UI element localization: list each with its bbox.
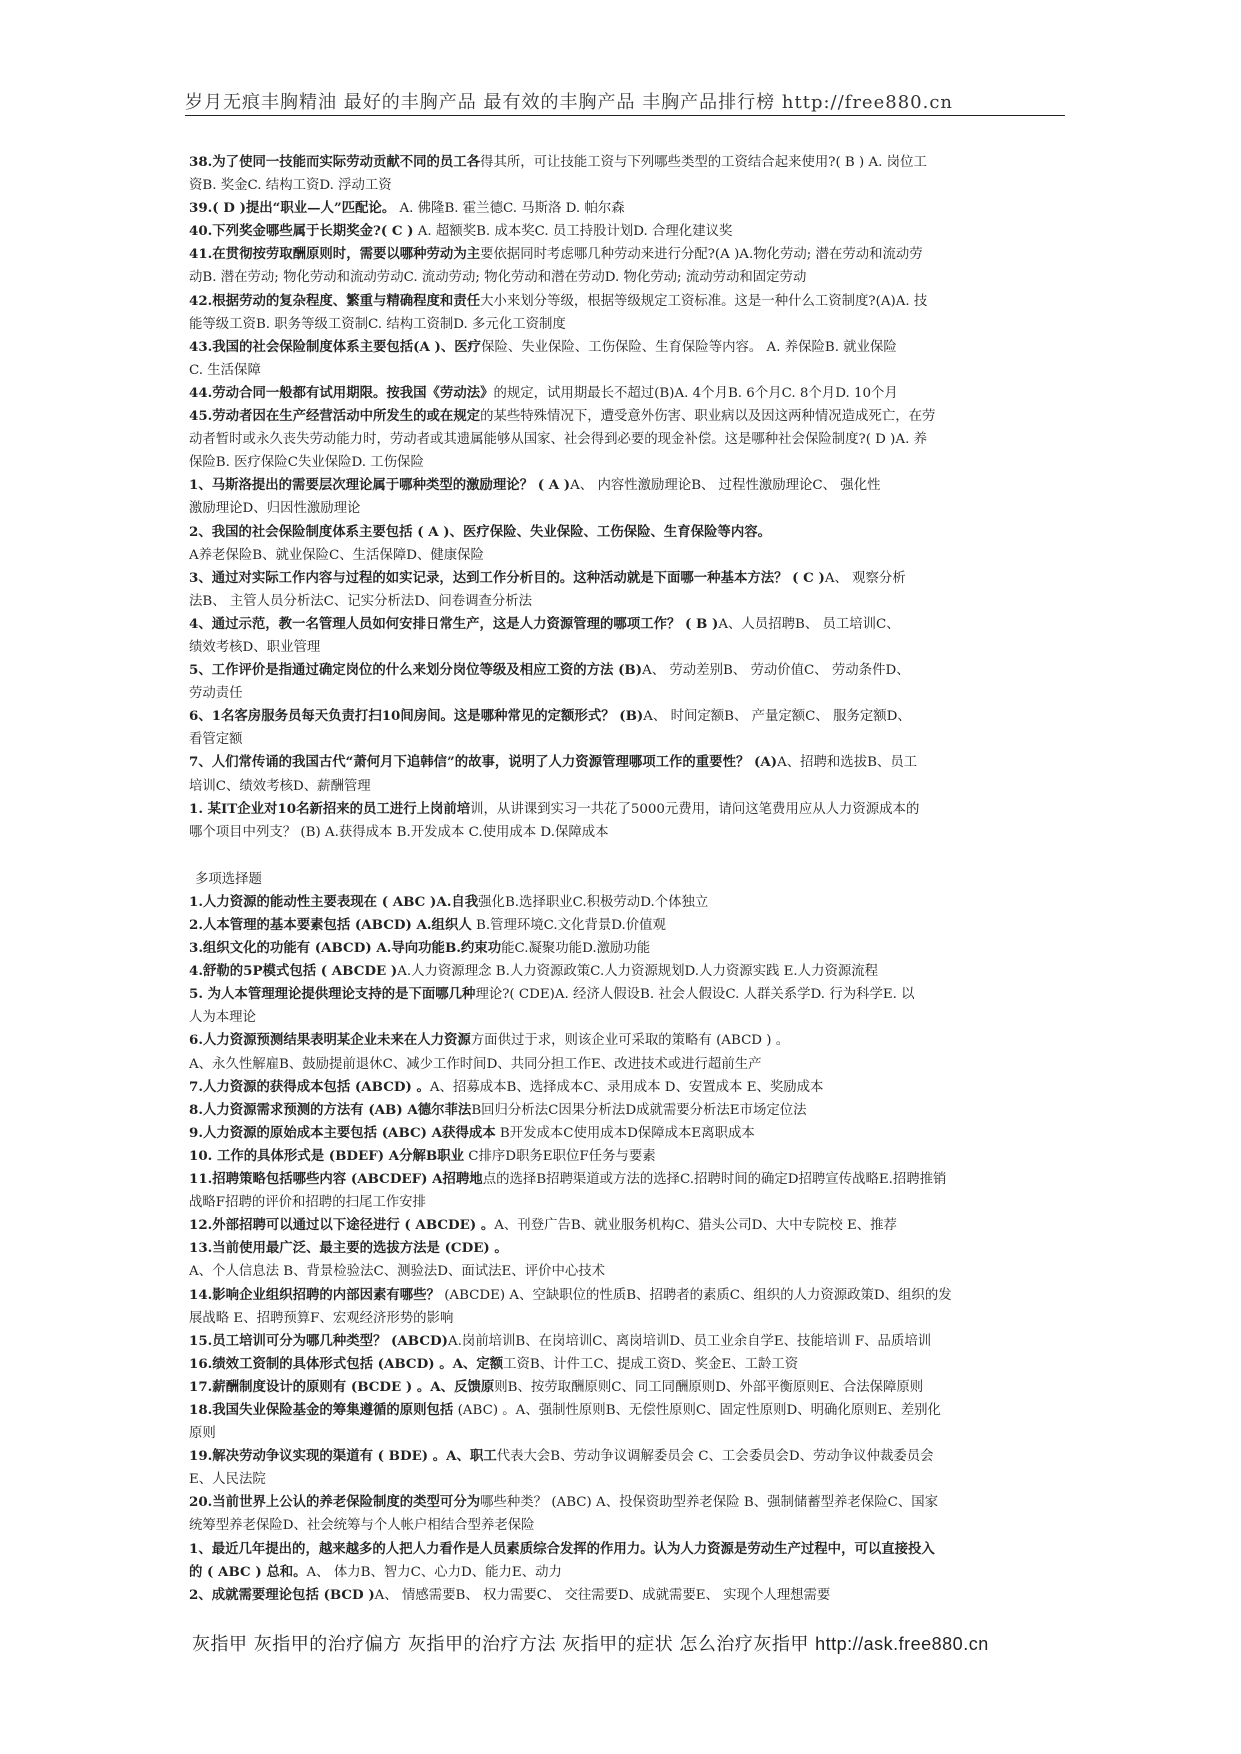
text-line (189, 613, 1061, 636)
question-stem: 7、人们常传诵的我国古代“萧何月下追韩信”的故事，说明了人力资源管理哪项工作的重要性？ (A) (189, 754, 778, 771)
question-stem: 9.人力资源的原始成本主要包括 (ABC) A获得成本 (189, 1124, 496, 1141)
page-footer (192, 1630, 989, 1656)
text-line (189, 474, 1061, 497)
question-stem: 42.根据劳动的复杂程度、繁重与精确程度和责任 (189, 292, 481, 309)
question-stem: 16.绩效工资制的具体形式包括 (ABCD) 。A、定额 (189, 1355, 504, 1372)
question-stem: 1、马斯洛提出的需要层次理论属于哪种类型的激励理论？ ( A ) (189, 477, 571, 494)
line-text: A.岗前培训B、在岗培训C、离岗培训D、员工业余自学E、技能培训 F、品质培训 (447, 1333, 932, 1349)
text-line (189, 659, 1061, 682)
line-text: A. 佛隆B. 霍兰德C. 马斯洛 D. 帕尔森 (395, 201, 625, 217)
line-text: 得其所，可让技能工资与下列哪些类型的工资结合起来使用?( B ) A. 岗位工 (480, 155, 927, 170)
text-line (189, 1145, 1061, 1168)
line-text: C排序D职务E职位F任务与要素 (464, 1148, 656, 1164)
text-line (189, 382, 1061, 405)
text-line (189, 336, 1061, 359)
text-line (189, 1307, 1061, 1330)
question-stem: 10. 工作的具体形式是 (BDEF) A分解B职业 (189, 1147, 464, 1164)
line-text: 训，从讲课到实习一共花了5000元费用，请问这笔费用应从人力资源成本的 (470, 801, 920, 817)
line-text: E、人民法院 (189, 1472, 266, 1488)
line-text: 强化B.选择职业C.积极劳动D.个体独立 (478, 894, 709, 910)
line-text: 要依据同时考虑哪几种劳动来进行分配?(A )A.物化劳动; 潜在劳动和流动劳 (480, 247, 923, 263)
text-line (189, 405, 1061, 428)
line-text: 点的选择B招聘渠道或方法的选择C.招聘时间的确定D招聘宣传战略E.招聘推销 (482, 1172, 947, 1188)
text-line (189, 174, 1061, 197)
text-line (189, 266, 1061, 289)
text-line (189, 1422, 1061, 1445)
text-line (189, 220, 1061, 243)
question-stem: 1.人力资源的能动性主要表现在 ( ABC )A.自我 (189, 893, 479, 910)
question-stem: 20.当前世界上公认的养老保险制度的类型可分为 (189, 1494, 481, 1511)
line-text: A、人员招聘B、 员工培训C、 (718, 616, 900, 632)
line-text: 方面供过于求，则该企业可采取的策略有 (ABCD ) 。 (470, 1033, 790, 1049)
line-text: A、 体力B、智力C、心力D、能力E、动力 (306, 1564, 562, 1580)
line-text: 理论?( CDE)A. 经济人假设B. 社会人假设C. 人群关系学D. 行为科学E. 以 (475, 987, 915, 1003)
line-text: A、 情感需要B、 权力需要C、 交往需要D、成就需要E、 实现个人理想需要 (374, 1587, 831, 1603)
line-text: 的某些特殊情况下，遭受意外伤害、职业病以及因这两种情况造成死亡，在劳 (480, 409, 936, 425)
text-line (189, 1353, 1061, 1376)
text-line (189, 1191, 1061, 1214)
text-line (189, 590, 1061, 613)
line-text: 法B、 主管人员分析法C、记实分析法D、问卷调查分析法 (189, 593, 533, 609)
line-text: A、永久性解雇B、鼓励提前退休C、减少工作时间D、共同分担工作E、改进技术或进行超前生产 (189, 1056, 762, 1072)
text-line (189, 497, 1061, 520)
line-text: 哪个项目中列支？ (B) A.获得成本 B.开发成本 C.使用成本 D.保障成本 (189, 824, 609, 840)
question-stem: 12.外部招聘可以通过以下途径进行 ( ABCDE) 。 (189, 1217, 495, 1234)
text-line (189, 1099, 1061, 1122)
text-line (189, 521, 1061, 544)
line-text: A、刊登广告B、就业服务机构C、猎头公司D、大中专院校 E、推荐 (494, 1218, 897, 1234)
line-text: 资B. 奖金C. 结构工资D. 浮动工资 (189, 178, 392, 194)
text-line (189, 451, 1061, 474)
text-line (189, 1491, 1061, 1514)
question-stem: 2.人本管理的基本要素包括 (ABCD) A.组织人 (189, 917, 472, 933)
text-line (189, 983, 1061, 1006)
footer-text: 灰指甲 灰指甲的治疗偏方 灰指甲的治疗方法 灰指甲的症状 怎么治疗灰指甲 (192, 1634, 816, 1655)
line-text: 动B. 潜在劳动; 物化劳动和流动劳动C. 流动劳动; 物化劳动和潜在劳动D. 物化劳动; 流动劳动和固定劳动 (189, 270, 807, 286)
question-stem: 3.组织文化的功能有 (ABCD) A.导向功能B.约束功 (189, 940, 502, 957)
question-stem: 2、我国的社会保险制度体系主要包括 ( A )、医疗保险、失业保险、工伤保险、生育保险等内容。 (189, 523, 771, 540)
line-text: 保险、失业保险、工伤保险、生育保险等内容。 A. 养保险B. 就业保险 (481, 339, 897, 355)
text-line (189, 1122, 1061, 1145)
line-text: (ABCDE) A、空缺职位的性质B、招聘者的素质C、组织的人力资源政策D、组织的发 (439, 1287, 952, 1303)
line-text: 的规定，试用期最长不超过(B)A. 4个月B. 6个月C. 8个月D. 10个月 (493, 385, 898, 401)
question-stem: 15.员工培训可分为哪几种类型？ (ABCD) (189, 1332, 448, 1349)
text-line (189, 1514, 1061, 1537)
line-text: 大小来划分等级，根据等级规定工资标准。这是一种什么工资制度?(A)A. 技 (480, 293, 928, 309)
text-line (189, 1029, 1061, 1052)
line-text: B开发成本C使用成本D保障成本E离职成本 (495, 1125, 755, 1141)
question-stem: 5. 为人本管理理论提供理论支持的是下面哪几种 (189, 986, 476, 1003)
line-text: B.管理环境C.文化背景D.价值观 (471, 918, 666, 933)
text-line (189, 682, 1061, 705)
question-stem: 40.下列奖金哪些属于长期奖金?( C ) (189, 223, 414, 240)
text-line (189, 937, 1061, 960)
line-text: 绩效考核D、职业管理 (189, 639, 321, 655)
line-text: 动者暂时或永久丧失劳动能力时，劳动者或其遗属能够从国家、社会得到必要的现金补偿。这是哪种社会保险制度?( D )A. 养 (189, 432, 927, 448)
text-line (189, 313, 1061, 336)
line-text: 能C.凝聚功能D.激励功能 (501, 941, 651, 957)
text-line (189, 1330, 1061, 1353)
question-stem: 44.劳动合同一般都有试用期限。按我国《劳动法》 (189, 384, 494, 401)
question-stem: 14.影响企业组织招聘的内部因素有哪些？ (189, 1286, 440, 1303)
line-text: C. 生活保障 (189, 362, 261, 378)
text-line (189, 821, 1061, 844)
question-stem: 3、通过对实际工作内容与过程的如实记录，达到工作分析目的。这种活动就是下面哪一种基本方法？ ( C ) (189, 569, 825, 586)
line-text: 则B、按劳取酬原则C、同工同酬原则D、外部平衡原则E、合法保障原则 (494, 1379, 924, 1395)
question-stem: 41.在贯彻按劳取酬原则时，需要以哪种劳动为主 (189, 246, 481, 263)
question-stem: 的 ( ABC ) 总和。 (189, 1563, 307, 1580)
text-line (189, 197, 1061, 220)
question-stem: 1. 某IT企业对10名新招来的员工进行上岗前培 (189, 800, 471, 817)
text-line (189, 1445, 1061, 1468)
line-text: A、招聘和选拔B、员工 (777, 755, 918, 771)
line-text: 代表大会B、劳动争议调解委员会 C、工会委员会D、劳动争议仲裁委员会 (496, 1449, 934, 1465)
text-line (189, 151, 1061, 174)
text-line (189, 290, 1061, 313)
text-line (189, 1260, 1061, 1283)
question-stem: 2、成就需要理论包括 (BCD ) (189, 1586, 375, 1603)
line-text: 培训C、绩效考核D、薪酬管理 (189, 778, 371, 794)
text-line (189, 1006, 1061, 1029)
line-text: 统筹型养老保险D、社会统筹与个人帐户相结合型养老保险 (189, 1518, 535, 1534)
text-line (189, 1168, 1061, 1191)
text-line (189, 1561, 1061, 1584)
line-text: 多项选择题 (195, 871, 262, 887)
text-line (189, 1284, 1061, 1307)
line-text: 工资B、计件工C、提成工资D、奖金E、工龄工资 (503, 1356, 799, 1372)
document-body (189, 151, 1061, 1607)
line-text: 战略F招聘的评价和招聘的扫尾工作安排 (189, 1195, 426, 1211)
page-header (185, 88, 1065, 114)
text-line (189, 544, 1061, 567)
text-line (189, 567, 1061, 590)
line-text: A、 观察分析 (824, 570, 906, 586)
question-stem: 8.人力资源需求预测的方法有 (AB) A德尔菲法 (189, 1101, 472, 1118)
line-text: 劳动责任 (189, 686, 243, 702)
line-text: 原则 (189, 1426, 216, 1442)
text-line (189, 1399, 1061, 1422)
line-text: A、 劳动差别B、 劳动价值C、 劳动条件D、 (642, 663, 910, 679)
line-text: 哪些种类？ (ABC) A、投保资助型养老保险 B、强制储蓄型养老保险C、国家 (480, 1495, 939, 1511)
text-line (189, 243, 1061, 266)
question-stem: 18.我国失业保险基金的筹集遵循的原则包括 (189, 1401, 454, 1418)
text-line (189, 1538, 1061, 1561)
question-stem: 4.舒勒的5P模式包括 ( ABCDE ) (189, 963, 398, 980)
line-text: 看管定额 (189, 732, 243, 748)
question-stem: 45.劳动者因在生产经营活动中所发生的或在规定 (189, 408, 481, 425)
line-text: A、个人信息法 B、背景检验法C、测验法D、面试法E、评价中心技术 (189, 1264, 606, 1280)
question-stem: 6、1名客房服务员每天负责打扫10间房间。这是哪种常见的定额形式？ (B) (189, 708, 644, 725)
line-text: (ABC) 。A、强制性原则B、无偿性原则C、固定性原则D、明确化原则E、差别化 (453, 1402, 941, 1418)
line-text: B回归分析法C因果分析法D成就需要分析法E市场定位法 (471, 1102, 807, 1118)
text-line (189, 428, 1061, 451)
line-text: A养老保险B、就业保险C、生活保障D、健康保险 (189, 547, 484, 563)
header-text: 岁月无痕丰胸精油 最好的丰胸产品 最有效的丰胸产品 丰胸产品排行榜 (185, 92, 782, 113)
question-stem: 7.人力资源的获得成本包括 (ABCD) 。 (189, 1078, 430, 1095)
text-line (189, 891, 1061, 914)
text-line (189, 1076, 1061, 1099)
question-stem: 6.人力资源预测结果表明某企业未来在人力资源 (189, 1032, 471, 1049)
header-link[interactable]: http://free880.cn (781, 92, 953, 113)
line-text: A. 超额奖B. 成本奖C. 员工持股计划D. 合理化建议奖 (413, 224, 733, 240)
text-line (189, 1053, 1061, 1076)
question-stem: 43.我国的社会保险制度体系主要包括(A )、医疗 (189, 338, 482, 355)
question-stem: 17.薪酬制度设计的原则有 (BCDE ) 。A、反馈原 (189, 1378, 495, 1395)
text-line (189, 728, 1061, 751)
question-stem: 5、工作评价是指通过确定岗位的什么来划分岗位等级及相应工资的方法 (B) (189, 662, 643, 679)
line-text: 人为本理论 (189, 1010, 256, 1026)
question-stem: 38.为了使同一技能而实际劳动贡献不同的员工各 (189, 154, 481, 170)
line-text: 保险B. 医疗保险C失业保险D. 工伤保险 (189, 455, 424, 471)
line-text: 激励理论D、归因性激励理论 (189, 501, 361, 517)
section-title (189, 868, 1061, 891)
header-rule (185, 115, 1065, 116)
question-stem: 13.当前使用最广泛、最主要的选拔方法是 (CDE) 。 (189, 1240, 508, 1257)
line-text: A、 时间定额B、 产量定额C、 服务定额D、 (643, 709, 911, 725)
text-line (189, 914, 1061, 937)
text-line (189, 751, 1061, 774)
question-stem: 11.招聘策略包括哪些内容 (ABCDEF) A招聘地 (189, 1171, 483, 1188)
question-stem: 19.解决劳动争议实现的渠道有 ( BDE) 。A、职工 (189, 1448, 497, 1465)
text-line (189, 1468, 1061, 1491)
section-gap (189, 844, 1061, 868)
text-line (189, 1237, 1061, 1260)
question-stem: 1、最近几年提出的，越来越多的人把人力看作是人员素质综合发挥的作用力。认为人力资源是劳动生产过程中，可以直接投入 (189, 1540, 935, 1557)
text-line (189, 798, 1061, 821)
line-text: A、 内容性激励理论B、 过程性激励理论C、 强化性 (570, 478, 881, 494)
text-line (189, 1376, 1061, 1399)
text-line (189, 705, 1061, 728)
text-line (189, 775, 1061, 798)
line-text: 能等级工资B. 职务等级工资制C. 结构工资制D. 多元化工资制度 (189, 316, 566, 332)
line-text: A.人力资源理念 B.人力资源政策C.人力资源规划D.人力资源实践 E.人力资源流程 (397, 964, 879, 980)
text-line (189, 636, 1061, 659)
text-line (189, 359, 1061, 382)
text-line (189, 1214, 1061, 1237)
question-stem: 39.( D )提出“职业—人”匹配论。 (189, 200, 396, 217)
line-text: 展战略 E、招聘预算F、宏观经济形势的影响 (189, 1310, 454, 1326)
footer-link[interactable]: http://ask.free880.cn (815, 1634, 989, 1654)
text-line (189, 1584, 1061, 1607)
line-text: A、招募成本B、选择成本C、录用成本 D、安置成本 E、奖励成本 (429, 1079, 824, 1095)
question-stem: 4、通过示范，教一名管理人员如何安排日常生产，这是人力资源管理的哪项工作？ ( B ) (189, 615, 719, 632)
text-line (189, 960, 1061, 983)
